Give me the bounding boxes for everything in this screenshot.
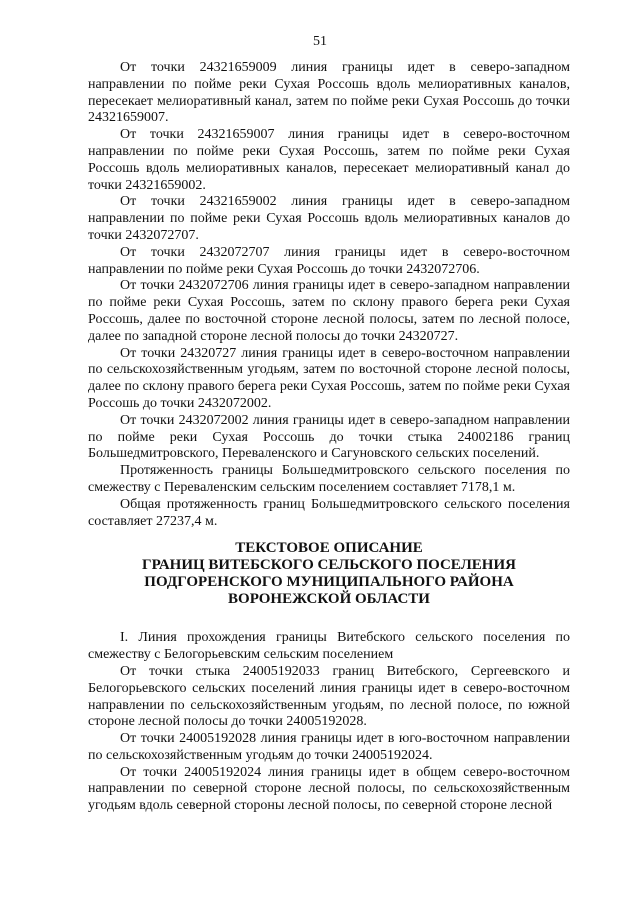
paragraph: От точки 24320727 линия границы идет в северо-восточном направлении по сельскохозяйственным угодьям, затем по восточной стороне лесной полосы, далее по склону правого берега реки Сухая Россошь, затем по пойме реки Сухая Россошь до точки 2432072002. (88, 345, 570, 411)
page-number: 51 (313, 34, 327, 49)
paragraph: От точки 24321659007 линия границы идет в северо-восточном направлении по пойме реки Сухая Россошь, затем по пойме реки Сухая Россошь вдоль мелиоративных каналов, пересекает мелиоративный канал до точки 24321659002. (88, 127, 570, 193)
heading-line: ТЕКСТОВОЕ ОПИСАНИЕ (235, 540, 423, 557)
paragraph: Протяженность границы Большедмитровского сельского поселения по смежеству с Перевaленским сельским поселением составляет 7178,1 м. (88, 463, 570, 495)
paragraph: От точки 24321659002 линия границы идет в северо-западном направлении по пойме реки Сухая Россошь вдоль мелиоративных каналов до точки 2432072707. (88, 194, 570, 243)
paragraph: От точки 24005192024 линия границы идет в общем северо-восточном направлении по северной стороне лесной полосы, по сельскохозяйственным угодьям вдоль северной стороны лесной полосы, по северной стороне лесной (88, 764, 570, 814)
paragraph: От точки 24005192028 линия границы идет в юго-восточном направлении по сельскохозяйственным угодьям до точки 24005192024. (88, 731, 570, 763)
paragraph: От точки 24321659009 линия границы идет в северо-западном направлении по пойме реки Сухая Россошь вдоль мелиоративных каналов, пересекает мелиоративный канал, затем по пойме реки Сухая Россошь до точки 24321659007. (88, 60, 570, 126)
heading-line: ГРАНИЦ ВИТЕБСКОГО СЕЛЬСКОГО ПОСЕЛЕНИЯ (142, 557, 516, 574)
heading-line: ПОДГОРЕНСКОГО МУНИЦИПАЛЬНОГО РАЙОНА (144, 574, 514, 591)
heading-line: ВОРОНЕЖСКОЙ ОБЛАСТИ (228, 591, 430, 608)
paragraph: От точки 2432072002 линия границы идет в северо-западном направлении по пойме реки Сухая Россошь до точки стыка 24002186 границ Большедмитровского, Перевaленского и Сагуновского сельских поселений. (88, 412, 570, 462)
paragraph: I. Линия прохождения границы Витебского сельского поселения по смежеству с Белогорьевским сельским поселением (88, 630, 570, 663)
paragraph: От точки 2432072707 линия границы идет в северо-восточном направлении по пойме реки Сухая Россошь до точки 2432072706. (88, 244, 570, 277)
paragraph: От точки стыка 24005192033 границ Витебского, Сергеевского и Белогорьевского сельских поселений линия границы идет в северо-восточном направлении по сельскохозяйственным угодьям, по лесной полосе, по южной стороне лесной полосы до точки 24005192028. (88, 663, 570, 730)
paragraph: Общая протяженность границ Большедмитровского сельского поселения составляет 27237,4 м. (88, 496, 570, 529)
paragraph: От точки 2432072706 линия границы идет в северо-западном направлении по пойме реки Сухая Россошь, затем по склону правого берега реки Сухая Россошь, далее по восточной стороне лесной полосы, затем по лесной полосе, далее по западной стороне лесной полосы до точки 24320727. (88, 278, 570, 344)
section-heading (88, 540, 570, 608)
document-body (88, 60, 570, 815)
